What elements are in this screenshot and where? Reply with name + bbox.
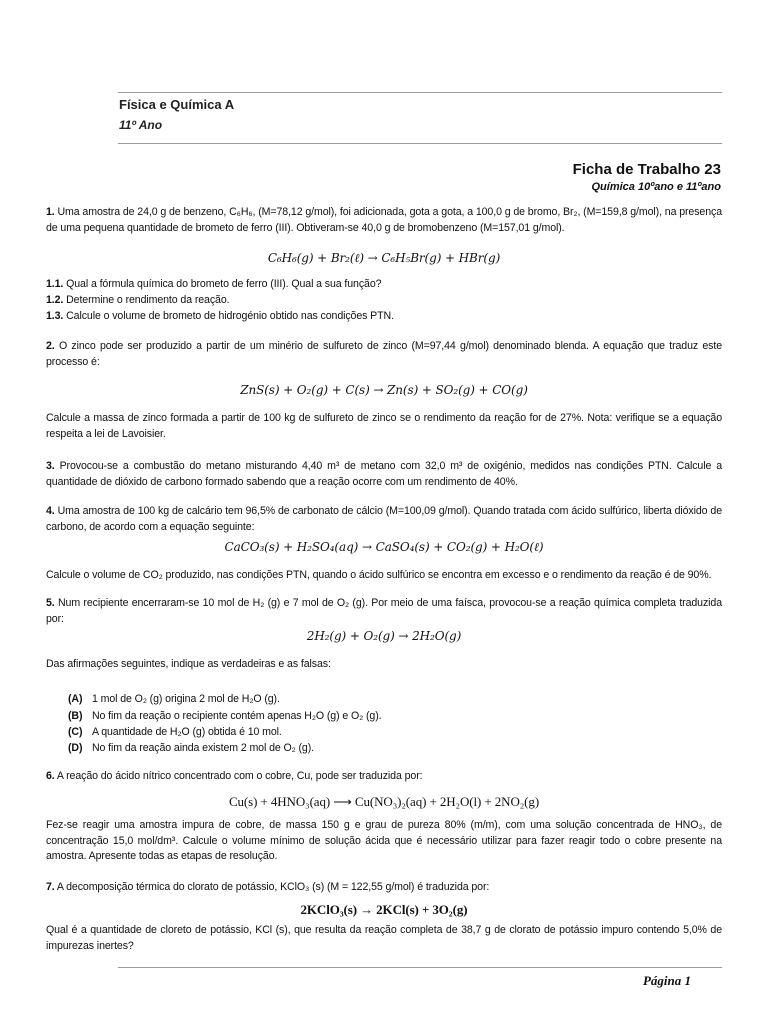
question-text: Uma amostra de 100 kg de calcário tem 96,5% de carbonato de cálcio (M=100,09 g/mol). Quando tratada com ácido sulfúrico, liberta dióxido de carbono, de acordo com a equação seguinte: <box>46 505 723 533</box>
subquestion-text: Calcule o volume de brometo de hidrogénio obtido nas condições PTN. <box>66 310 394 322</box>
question-number: 7. <box>46 881 55 893</box>
question-7-task: Qual é a quantidade de cloreto de potássio, KCl (s), que resulta da reação completa de 38,7 g de clorato de potássio impuro contendo 5,0% de impurezas inertes? <box>46 924 722 952</box>
question-number: 2. <box>46 340 55 352</box>
question-6-task: Fez-se reagir uma amostra impura de cobre, de massa 150 g e grau de pureza 80% (m/m), com uma solução concentrada de HNO₃, de concentração 15,0 mol/dm³. Calcule o volume mínimo de solução ácida que é necessário utilizar para fazer reagir todo o cobre presente na amostra. Apresente todas as etapas de resolução. <box>46 819 722 862</box>
question-2 <box>46 339 722 370</box>
question-text: O zinco pode ser produzido a partir de um minério de sulfureto de zinco (M=97,44 g/mol) denominado blenda. A equação que traduz este processo é: <box>46 340 722 368</box>
question-4 <box>46 504 722 535</box>
option-text: A quantidade de H₂O (g) obtida é 10 mol. <box>92 726 282 738</box>
subquestion-number: 1.3. <box>46 310 64 322</box>
worksheet-title: Ficha de Trabalho 23 <box>572 161 721 178</box>
option-text: No fim da reação o recipiente contém apenas H₂O (g) e O₂ (g). <box>92 710 382 722</box>
question-number: 4. <box>46 505 55 517</box>
equation-5: 2H₂(g) + O₂(g) → 2H₂O(g) <box>306 629 462 643</box>
option-d <box>68 741 718 757</box>
header-divider <box>118 143 722 144</box>
subquestion-1-3 <box>46 309 722 325</box>
question-7 <box>46 880 722 896</box>
question-text: A reação do ácido nítrico concentrado com o cobre, Cu, pode ser traduzida por: <box>56 770 423 782</box>
equation-4: CaCO₃(s) + H₂SO₄(aq) → CaSO₄(s) + CO₂(g) + H₂O(ℓ) <box>224 540 544 554</box>
option-c <box>68 725 718 741</box>
option-label: (A) <box>68 693 83 705</box>
question-4-task: Calcule o volume de CO₂ produzido, nas condições PTN, quando o ácido sulfúrico se encontra em excesso e o rendimento da reação é de 90%. <box>46 569 712 581</box>
question-number: 5. <box>46 597 55 609</box>
option-b <box>68 709 718 725</box>
question-text: Num recipiente encerraram-se 10 mol de H₂ (g) e 7 mol de O₂ (g). Por meio de uma faísca, provocou-se a reação química completa traduzida por: <box>46 597 723 625</box>
subquestion-number: 1.2. <box>46 294 64 306</box>
question-5-prompt: Das afirmações seguintes, indique as verdadeiras e as falsas: <box>46 658 331 670</box>
subject-title: Física e Química A <box>119 97 235 112</box>
subquestion-1-1 <box>46 277 722 293</box>
option-label: (D) <box>68 742 83 754</box>
equation-7: 2KClO₃(s) → 2KCl(s) + 3O₂(g) <box>300 902 468 917</box>
question-text: Provocou-se a combustão do metano misturando 4,40 m³ de metano com 32,0 m³ de oxigénio, medidos nas condições PTN. Calcule a quantidade de dióxido de carbono formado sabendo que a reação ocorre com um rendimento de 40%. <box>46 460 722 488</box>
question-number: 6. <box>46 770 55 782</box>
question-number: 1. <box>46 206 55 218</box>
worksheet-subtitle: Química 10ºano e 11ºano <box>591 181 721 193</box>
subquestion-1-2 <box>46 293 722 309</box>
equation-1: C₆H₆(g) + Br₂(ℓ) → C₆H₅Br(g) + HBr(g) <box>267 251 501 265</box>
footer-divider <box>118 967 722 968</box>
equation-6: Cu(s) + 4HNO₃(aq) ⟶ Cu(NO₃)₂(aq) + 2H₂O(l) + 2NO₂(g) <box>228 794 540 809</box>
subquestion-text: Determine o rendimento da reação. <box>66 294 230 306</box>
question-6 <box>46 769 722 785</box>
question-2-task: Calcule a massa de zinco formada a partir de 100 kg de sulfureto de zinco se o rendimento da reação for de 27%. Nota: verifique se a equação respeita a lei de Lavoisier. <box>46 412 722 440</box>
question-text: Uma amostra de 24,0 g de benzeno, C₆H₆, (M=78,12 g/mol), foi adicionada, gota a gota, a 100,0 g de bromo, Br₂, (M=159,8 g/mol), na presença de uma pequena quantidade de brometo de ferro (III). Obtiveram-se 40,0 g de bromobenzeno (M=157,01 g/mol). <box>46 206 722 234</box>
subquestion-text: Qual a fórmula química do brometo de ferro (III). Qual a sua função? <box>66 278 382 290</box>
question-1 <box>46 205 722 236</box>
equation-2: ZnS(s) + O₂(g) + C(s) → Zn(s) + SO₂(g) + CO(g) <box>240 383 528 397</box>
option-label: (B) <box>68 710 83 722</box>
top-divider <box>118 92 722 93</box>
question-text: A decomposição térmica do clorato de potássio, KClO₃ (s) (M = 122,55 g/mol) é traduzida por: <box>56 881 490 893</box>
question-number: 3. <box>46 460 55 472</box>
option-a <box>68 692 718 708</box>
question-5 <box>46 596 722 627</box>
option-label: (C) <box>68 726 83 738</box>
subquestion-number: 1.1. <box>46 278 64 290</box>
question-3 <box>46 459 722 490</box>
school-year: 11º Ano <box>119 118 163 132</box>
page-number: Página 1 <box>642 973 691 988</box>
option-text: 1 mol de O₂ (g) origina 2 mol de H₂O (g). <box>92 693 280 705</box>
option-text: No fim da reação ainda existem 2 mol de O₂ (g). <box>92 742 314 754</box>
